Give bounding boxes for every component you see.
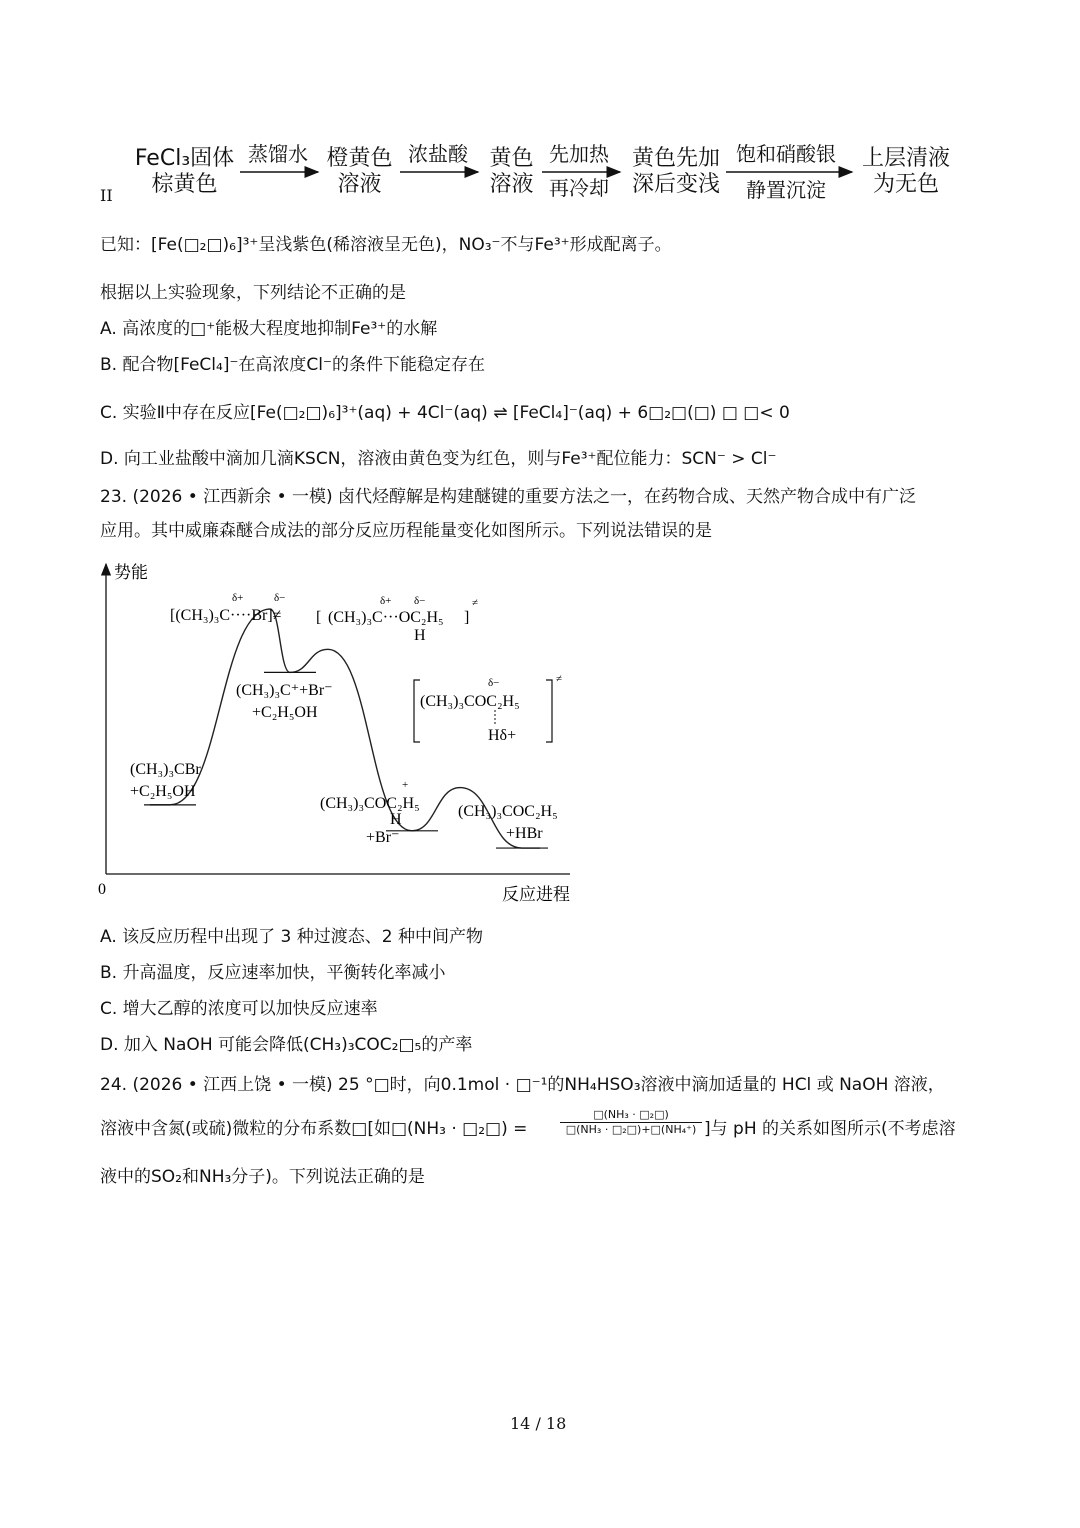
flow-arrows <box>0 0 1080 220</box>
experiment-roman-numeral: II <box>100 186 113 205</box>
ts2-h: H <box>414 627 426 644</box>
energy-profile-chart <box>90 556 590 908</box>
q22-option-c: C. 实验Ⅱ中存在反应[Fe(□₂□)₆]³⁺(aq) + 4Cl⁻(aq) ⇌ [FeCl₄]⁻(aq) + 6□₂□(□) □ □< 0 <box>100 403 790 423</box>
q24-fraction <box>560 1108 702 1136</box>
page-number: 14 / 18 <box>510 1414 567 1433</box>
ts3-h: Hδ+ <box>488 727 517 744</box>
flow-node-4: 黄色先加 深后变浅 <box>631 146 720 197</box>
ts2-mark: ≠ <box>472 597 479 609</box>
q24-stem-line2b: ]与 pH 的关系如图所示(不考虑溶 <box>704 1119 956 1139</box>
flow-arrow-4-label-top: 饱和硝酸银 <box>736 142 836 166</box>
q22-option-d: D. 向工业盐酸中滴加几滴KSCN，溶液由黄色变为红色，则与Fe³⁺配位能力：SCN⁻ > Cl⁻ <box>100 449 777 469</box>
flow-node-1: FeCl₃固体 棕黄色 <box>134 146 235 197</box>
int2-h: H <box>390 811 402 828</box>
flow-node-2: 橙黄色 溶液 <box>326 146 393 197</box>
q24-stem-line3: 液中的SO₂和NH₃分子)。下列说法正确的是 <box>100 1167 425 1187</box>
ts3-bracket-left <box>414 680 420 742</box>
q24-fraction-numerator: □(NH₃ · □₂□) <box>560 1108 702 1123</box>
ts1-label: [(CH₃)₃C····Br]≠ <box>170 607 282 624</box>
q23-option-a: A. 该反应历程中出现了 3 种过渡态、2 种中间产物 <box>100 927 483 947</box>
flow-arrow-2-label: 浓盐酸 <box>408 142 468 166</box>
ts2-delta-plus: δ+ <box>380 595 392 607</box>
q22-option-a: A. 高浓度的□⁺能极大程度地抑制Fe³⁺的水解 <box>100 319 438 339</box>
ts3-delta-minus: δ− <box>488 677 500 689</box>
ts3-label: (CH₃)₃COC₂H₅ <box>420 693 520 710</box>
flow-node-3: 黄色 溶液 <box>489 146 534 197</box>
int1-line1: (CH₃)₃C⁺+Br⁻ <box>236 682 333 699</box>
int2-plus: + <box>402 779 409 791</box>
ts3-mark: ≠ <box>556 673 563 685</box>
x-axis-label: 反应进程 <box>502 885 570 905</box>
ts3-bracket-right <box>546 680 552 742</box>
flow-arrow-1-label: 蒸馏水 <box>248 142 308 166</box>
flow-arrow-4-label-bottom: 静置沉淀 <box>746 178 826 202</box>
ts1-delta-minus: δ− <box>274 592 286 604</box>
q24-stem-line2a: 溶液中含氮(或硫)微粒的分布系数□[如□(NH₃ · □₂□) = <box>100 1119 528 1139</box>
q23-option-c: C. 增大乙醇的浓度可以加快反应速率 <box>100 999 378 1019</box>
int2-line1: (CH₃)₃COC₂H₅ <box>320 795 420 812</box>
q22-known: 已知：[Fe(□₂□)₆]³⁺呈浅紫色(稀溶液呈无色)，NO₃⁻不与Fe³⁺形成配离子。 <box>100 235 672 255</box>
flow-arrow-3-label-bottom: 再冷却 <box>549 176 609 200</box>
q23-stem-line1: 23. (2026 • 江西新余 • 一模) 卤代烃醇解是构建醚键的重要方法之一，在药物合成、天然产物合成中有广泛 <box>100 487 917 507</box>
ts2-bracket-right: ] <box>464 609 470 626</box>
q23-option-b: B. 升高温度，反应速率加快，平衡转化率减小 <box>100 963 446 983</box>
product-line1: (CH₃)₃COC₂H₅ <box>458 803 558 820</box>
q23-stem-line2: 应用。其中威廉森醚合成法的部分反应历程能量变化如图所示。下列说法错误的是 <box>100 521 712 541</box>
q22-option-b: B. 配合物[FeCl₄]⁻在高浓度Cl⁻的条件下能稳定存在 <box>100 355 485 375</box>
ts1-delta-plus: δ+ <box>232 592 244 604</box>
y-axis-label: 势能 <box>114 563 148 583</box>
flow-node-5: 上层清液 为无色 <box>861 146 950 197</box>
flow-arrow-3-label-top: 先加热 <box>549 142 609 166</box>
product-line2: +HBr <box>506 825 543 842</box>
reactant-line2: +C₂H₅OH <box>130 783 196 800</box>
ts2-delta-minus: δ− <box>414 595 426 607</box>
origin-label: 0 <box>98 881 106 898</box>
q22-stem: 根据以上实验现象，下列结论不正确的是 <box>100 283 406 303</box>
ts2-bracket-left: [ <box>316 609 322 626</box>
reactant-line1: (CH₃)₃CBr <box>130 761 201 778</box>
q24-stem-line1: 24. (2026 • 江西上饶 • 一模) 25 °□时，向0.1mol · □⁻¹的NH₄HSO₃溶液中滴加适量的 HCl 或 NaOH 溶液， <box>100 1075 945 1095</box>
int2-line2: +Br⁻ <box>366 829 400 846</box>
int1-line2: +C₂H₅OH <box>252 704 318 721</box>
q23-option-d: D. 加入 NaOH 可能会降低(CH₃)₃COC₂□₅的产率 <box>100 1035 473 1055</box>
ts2-label: (CH₃)₃C···OC₂H₅ <box>328 609 444 626</box>
q24-fraction-denominator: □(NH₃ · □₂□)+□(NH₄⁺) <box>565 1123 697 1136</box>
